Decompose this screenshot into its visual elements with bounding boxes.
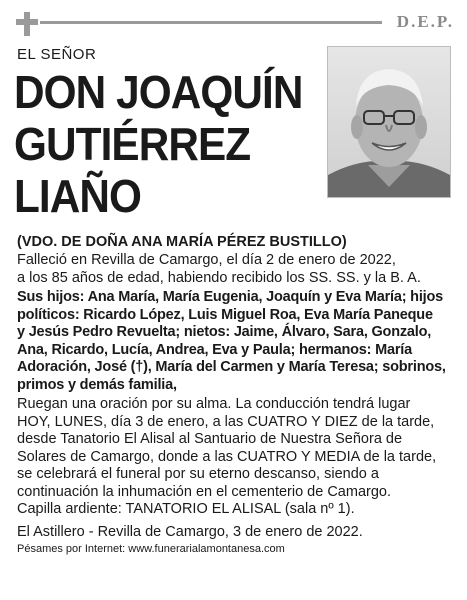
header-rule [40, 21, 382, 24]
portrait-photo [327, 46, 451, 198]
text-line: Falleció en Revilla de Camargo, el día 2 de enero de 2022, [17, 252, 396, 268]
text-line: políticos: Ricardo López, Luis Miguel Roa, Eva María Paneque [17, 306, 433, 323]
text-line: primos y demás familia, [17, 376, 177, 393]
text-line: HOY, LUNES, día 3 de enero, a las CUATRO Y DIEZ de la tarde, [17, 413, 435, 430]
name-line: DON JOAQUÍN [14, 66, 303, 118]
text-line: se celebrará el funeral por su eterno descanso, siendo a [17, 466, 379, 482]
ceremony-details [17, 396, 455, 519]
text-line: Solares de Camargo, donde a las CUATRO Y MEDIA de la tarde, [17, 448, 437, 465]
dep-label: D.E.P. [396, 12, 454, 31]
name-line: GUTIÉRREZ [14, 118, 251, 170]
text-line: y Jesús Pedro Revuelta; nietos: Jaime, Álvaro, Sara, Gonzalo, [17, 324, 432, 340]
text-line: Sus hijos: Ana María, María Eugenia, Joaquín y Eva María; hijos [17, 289, 444, 305]
header [16, 12, 456, 36]
portrait-image [328, 47, 450, 197]
widow-note: (VDO. DE DOÑA ANA MARÍA PÉREZ BUSTILLO) [17, 234, 347, 250]
deceased-name [14, 66, 303, 222]
family-list [17, 289, 455, 394]
place-date: El Astillero - Revilla de Camargo, 3 de enero de 2022. [17, 523, 363, 540]
obituary-body [17, 252, 455, 559]
title-senor: EL SEÑOR [17, 46, 97, 63]
internet-condolences: Pésames por Internet: www.funerarialamontanesa.com [17, 543, 285, 555]
text-line: a los 85 años de edad, habiendo recibido los SS. SS. y la B. A. [17, 269, 421, 286]
text-line: Adoración, José (†), María del Carmen y María Teresa; sobrinos, [17, 359, 446, 375]
cross-icon [16, 12, 38, 36]
text-line: Capilla ardiente: TANATORIO EL ALISAL (sala nº 1). [17, 501, 355, 517]
text-line: continuación la inhumación en el cementerio de Camargo. [17, 483, 391, 500]
name-line: LIAÑO [14, 170, 142, 222]
text-line: Ana, Ricardo, Lucía, Andrea, Eva y Paula; hermanos: María [17, 341, 412, 358]
text-line: desde Tanatorio El Alisal al Santuario de Nuestra Señora de [17, 431, 403, 447]
text-line: Ruegan una oración por su alma. La conducción tendrá lugar [17, 396, 411, 412]
